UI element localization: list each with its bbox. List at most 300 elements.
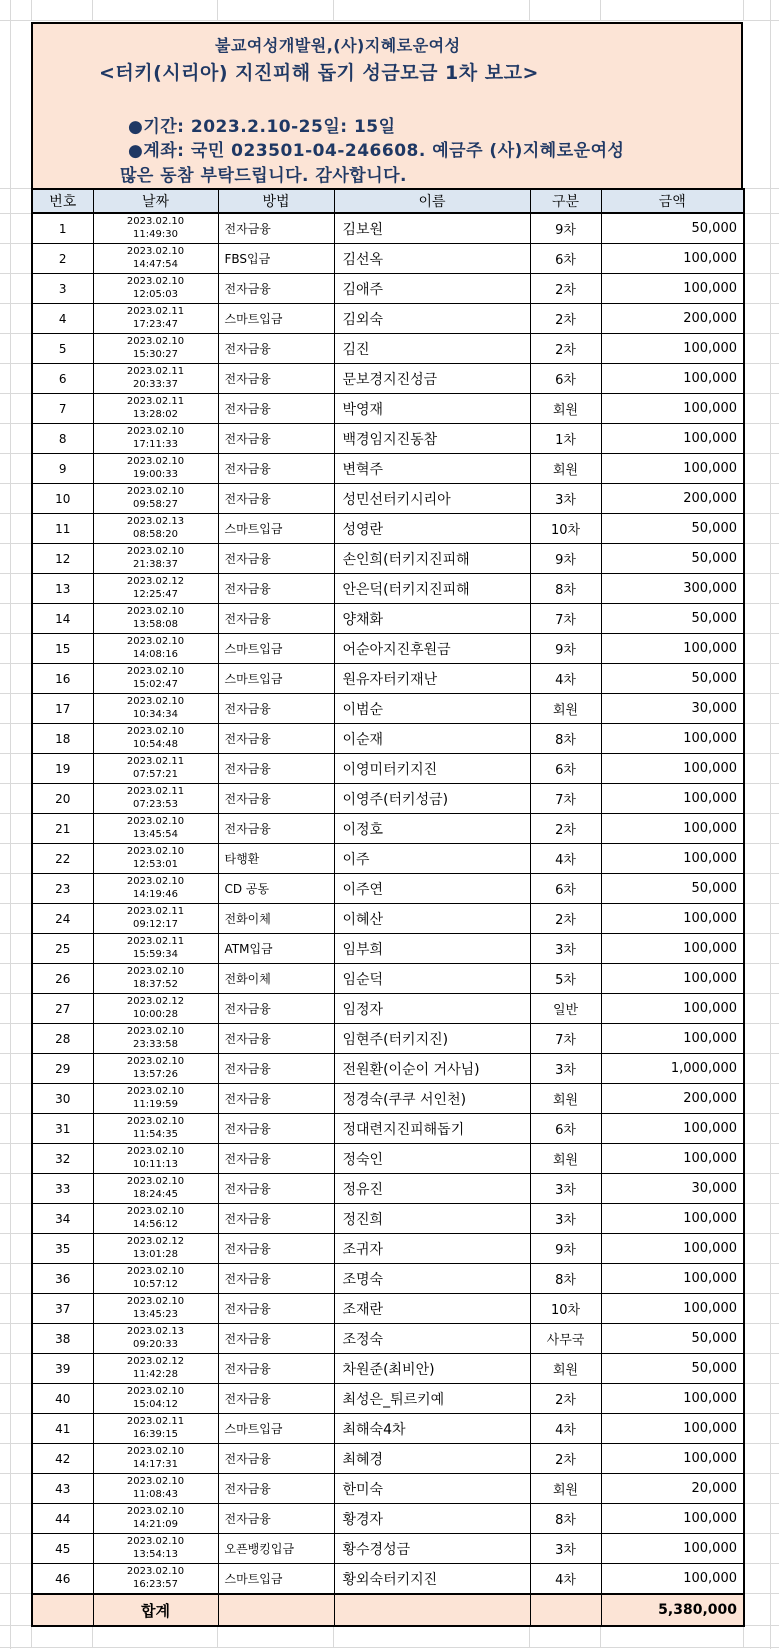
cell-date[interactable] (93, 334, 218, 364)
cell-category[interactable]: 6차 (530, 754, 601, 784)
cell-method[interactable]: 스마트입금 (218, 1414, 334, 1444)
cell-no[interactable]: 33 (32, 1174, 93, 1204)
cell-date[interactable] (93, 814, 218, 844)
cell-amount[interactable]: 100,000 (601, 934, 744, 964)
cell-no[interactable]: 44 (32, 1504, 93, 1534)
cell-date[interactable] (93, 694, 218, 724)
cell-amount[interactable]: 100,000 (601, 424, 744, 454)
cell-date[interactable] (93, 1294, 218, 1324)
cell-name[interactable]: 안은덕(터키지진피해 (334, 574, 530, 604)
total-amount-cell[interactable]: 5,380,000 (601, 1594, 744, 1626)
cell-method[interactable]: CD 공동 (218, 874, 334, 904)
cell-amount[interactable]: 100,000 (601, 1414, 744, 1444)
cell-category[interactable]: 8차 (530, 1504, 601, 1534)
cell-amount[interactable]: 100,000 (601, 1534, 744, 1564)
cell-no[interactable]: 17 (32, 694, 93, 724)
cell-method[interactable]: 전자금융 (218, 1324, 334, 1354)
cell-method[interactable]: 스마트입금 (218, 1564, 334, 1595)
cell-category[interactable]: 3차 (530, 1054, 601, 1084)
cell-date[interactable] (93, 304, 218, 334)
cell-amount[interactable]: 100,000 (601, 1024, 744, 1054)
cell-category[interactable]: 회원 (530, 1354, 601, 1384)
column-header-no[interactable]: 번호 (32, 189, 93, 213)
cell-date[interactable] (93, 604, 218, 634)
cell-amount[interactable]: 50,000 (601, 213, 744, 244)
cell-amount[interactable]: 200,000 (601, 484, 744, 514)
cell-name[interactable]: 황외숙터키지진 (334, 1564, 530, 1595)
gridline (745, 1383, 779, 1384)
cell-method[interactable]: 전자금융 (218, 424, 334, 454)
total-empty-cell[interactable] (530, 1594, 601, 1626)
cell-no[interactable]: 25 (32, 934, 93, 964)
cell-method[interactable]: 전자금융 (218, 1024, 334, 1054)
cell-no[interactable]: 5 (32, 334, 93, 364)
cell-date[interactable] (93, 394, 218, 424)
cell-amount[interactable]: 100,000 (601, 1504, 744, 1534)
cell-no[interactable]: 2 (32, 244, 93, 274)
cell-category[interactable]: 3차 (530, 1174, 601, 1204)
cell-category[interactable]: 2차 (530, 1444, 601, 1474)
cell-name[interactable]: 정경숙(쿠쿠 서인천) (334, 1084, 530, 1114)
cell-name[interactable]: 박영재 (334, 394, 530, 424)
cell-date[interactable] (93, 1174, 218, 1204)
cell-no[interactable]: 22 (32, 844, 93, 874)
cell-category[interactable]: 사무국 (530, 1324, 601, 1354)
cell-name[interactable]: 백경임지진동참 (334, 424, 530, 454)
cell-date[interactable] (93, 213, 218, 244)
cell-amount[interactable]: 100,000 (601, 1234, 744, 1264)
cell-date[interactable] (93, 454, 218, 484)
cell-method[interactable]: 전자금융 (218, 394, 334, 424)
cell-method[interactable]: 전자금융 (218, 1354, 334, 1384)
cell-category[interactable]: 7차 (530, 604, 601, 634)
cell-amount[interactable]: 100,000 (601, 784, 744, 814)
cell-date[interactable] (93, 1024, 218, 1054)
cell-date[interactable] (93, 1054, 218, 1084)
cell-method[interactable]: 전화이체 (218, 964, 334, 994)
cell-date[interactable] (93, 1354, 218, 1384)
cell-no[interactable]: 37 (32, 1294, 93, 1324)
cell-no[interactable]: 15 (32, 634, 93, 664)
table-row (32, 724, 744, 754)
cell-date[interactable] (93, 244, 218, 274)
cell-category[interactable]: 회원 (530, 454, 601, 484)
cell-category[interactable]: 회원 (530, 694, 601, 724)
cell-date[interactable] (93, 544, 218, 574)
cell-method[interactable]: 전자금융 (218, 1264, 334, 1294)
cell-category[interactable]: 1차 (530, 424, 601, 454)
cell-method[interactable]: 전자금융 (218, 784, 334, 814)
cell-no[interactable]: 13 (32, 574, 93, 604)
cell-no[interactable]: 20 (32, 784, 93, 814)
cell-category[interactable]: 10차 (530, 514, 601, 544)
cell-method[interactable]: 전자금융 (218, 604, 334, 634)
cell-date[interactable] (93, 1414, 218, 1444)
cell-date[interactable] (93, 1534, 218, 1564)
cell-date[interactable] (93, 994, 218, 1024)
cell-method[interactable]: 전자금융 (218, 1294, 334, 1324)
cell-category[interactable]: 6차 (530, 874, 601, 904)
gridline (92, 1625, 93, 1647)
cell-method[interactable]: 전자금융 (218, 1114, 334, 1144)
cell-amount[interactable]: 30,000 (601, 694, 744, 724)
cell-no[interactable]: 34 (32, 1204, 93, 1234)
cell-name[interactable]: 황수경성금 (334, 1534, 530, 1564)
cell-date[interactable] (93, 484, 218, 514)
cell-amount[interactable]: 50,000 (601, 874, 744, 904)
cell-method[interactable]: 전자금융 (218, 1174, 334, 1204)
cell-no[interactable]: 45 (32, 1534, 93, 1564)
cell-amount[interactable]: 100,000 (601, 844, 744, 874)
cell-amount[interactable]: 300,000 (601, 574, 744, 604)
cell-name[interactable]: 전원환(이순이 거사님) (334, 1054, 530, 1084)
cell-name[interactable]: 이순재 (334, 724, 530, 754)
cell-method[interactable]: 전자금융 (218, 724, 334, 754)
cell-date[interactable] (93, 964, 218, 994)
cell-category[interactable]: 7차 (530, 784, 601, 814)
cell-name[interactable]: 조명숙 (334, 1264, 530, 1294)
cell-date[interactable] (93, 1384, 218, 1414)
cell-name[interactable]: 이주연 (334, 874, 530, 904)
cell-amount[interactable]: 50,000 (601, 544, 744, 574)
cell-method[interactable]: 전자금융 (218, 1444, 334, 1474)
cell-date[interactable] (93, 514, 218, 544)
cell-method[interactable]: 전자금융 (218, 213, 334, 244)
cell-category[interactable]: 8차 (530, 724, 601, 754)
cell-name[interactable]: 김진 (334, 334, 530, 364)
cell-method[interactable]: 타행환 (218, 844, 334, 874)
cell-category[interactable]: 3차 (530, 1204, 601, 1234)
cell-no[interactable]: 10 (32, 484, 93, 514)
cell-date[interactable] (93, 784, 218, 814)
cell-no[interactable]: 6 (32, 364, 93, 394)
cell-amount[interactable]: 50,000 (601, 604, 744, 634)
cell-method[interactable]: 전자금융 (218, 1504, 334, 1534)
cell-category[interactable]: 회원 (530, 394, 601, 424)
cell-date[interactable] (93, 724, 218, 754)
cell-amount[interactable]: 100,000 (601, 274, 744, 304)
gridline (0, 603, 31, 604)
cell-name[interactable]: 김보원 (334, 213, 530, 244)
cell-category[interactable]: 9차 (530, 634, 601, 664)
cell-date[interactable] (93, 874, 218, 904)
total-empty-cell[interactable] (334, 1594, 530, 1626)
cell-method[interactable]: 전화이체 (218, 904, 334, 934)
cell-category[interactable]: 일반 (530, 994, 601, 1024)
cell-amount[interactable]: 50,000 (601, 514, 744, 544)
cell-category[interactable]: 4차 (530, 844, 601, 874)
cell-amount[interactable]: 50,000 (601, 664, 744, 694)
cell-amount[interactable]: 100,000 (601, 394, 744, 424)
cell-method[interactable]: 스마트입금 (218, 634, 334, 664)
cell-name[interactable]: 정대련지진피해돕기 (334, 1114, 530, 1144)
time-text: 11:49:30 (133, 228, 178, 240)
cell-date[interactable] (93, 1504, 218, 1534)
cell-amount[interactable]: 100,000 (601, 1564, 744, 1595)
cell-date[interactable] (93, 1264, 218, 1294)
cell-date[interactable] (93, 1204, 218, 1234)
cell-category[interactable]: 2차 (530, 1384, 601, 1414)
cell-category[interactable]: 3차 (530, 934, 601, 964)
cell-category[interactable]: 회원 (530, 1474, 601, 1504)
cell-category[interactable]: 회원 (530, 1144, 601, 1174)
cell-category[interactable]: 2차 (530, 274, 601, 304)
cell-amount[interactable]: 50,000 (601, 1354, 744, 1384)
cell-amount[interactable]: 100,000 (601, 1114, 744, 1144)
cell-date[interactable] (93, 844, 218, 874)
cell-no[interactable]: 28 (32, 1024, 93, 1054)
cell-date[interactable] (93, 1324, 218, 1354)
cell-amount[interactable]: 30,000 (601, 1174, 744, 1204)
cell-amount[interactable]: 100,000 (601, 454, 744, 484)
cell-name[interactable]: 양채화 (334, 604, 530, 634)
cell-no[interactable]: 24 (32, 904, 93, 934)
cell-name[interactable]: 문보경지진성금 (334, 364, 530, 394)
cell-name[interactable]: 이영미터키지진 (334, 754, 530, 784)
cell-name[interactable]: 조정숙 (334, 1324, 530, 1354)
cell-no[interactable]: 39 (32, 1354, 93, 1384)
cell-no[interactable]: 40 (32, 1384, 93, 1414)
cell-date[interactable] (93, 904, 218, 934)
cell-name[interactable]: 임부희 (334, 934, 530, 964)
cell-no[interactable]: 21 (32, 814, 93, 844)
cell-amount[interactable]: 200,000 (601, 304, 744, 334)
cell-no[interactable]: 4 (32, 304, 93, 334)
cell-amount[interactable]: 100,000 (601, 1144, 744, 1174)
cell-no[interactable]: 19 (32, 754, 93, 784)
column-header-date[interactable]: 날짜 (93, 189, 218, 213)
cell-category[interactable]: 2차 (530, 334, 601, 364)
cell-date[interactable] (93, 424, 218, 454)
cell-category[interactable]: 5차 (530, 964, 601, 994)
cell-amount[interactable]: 50,000 (601, 1324, 744, 1354)
cell-name[interactable]: 이혜산 (334, 904, 530, 934)
cell-name[interactable]: 임정자 (334, 994, 530, 1024)
cell-category[interactable]: 4차 (530, 1414, 601, 1444)
cell-name[interactable]: 이영주(터키성금) (334, 784, 530, 814)
cell-category[interactable]: 3차 (530, 484, 601, 514)
cell-method[interactable]: 스마트입금 (218, 304, 334, 334)
cell-amount[interactable]: 100,000 (601, 724, 744, 754)
total-label-cell[interactable]: 합계 (93, 1594, 218, 1626)
cell-amount[interactable]: 200,000 (601, 1084, 744, 1114)
cell-date[interactable] (93, 1234, 218, 1264)
cell-method[interactable]: 전자금융 (218, 1384, 334, 1414)
cell-name[interactable]: 김선옥 (334, 244, 530, 274)
cell-amount[interactable]: 100,000 (601, 964, 744, 994)
cell-no[interactable]: 3 (32, 274, 93, 304)
cell-no[interactable]: 27 (32, 994, 93, 1024)
cell-date[interactable] (93, 754, 218, 784)
cell-no[interactable]: 9 (32, 454, 93, 484)
cell-name[interactable]: 한미숙 (334, 1474, 530, 1504)
column-header-amount[interactable]: 금액 (601, 189, 744, 213)
cell-category[interactable]: 4차 (530, 664, 601, 694)
cell-date[interactable] (93, 1114, 218, 1144)
cell-no[interactable]: 46 (32, 1564, 93, 1595)
total-empty-cell[interactable] (32, 1594, 93, 1626)
cell-no[interactable]: 12 (32, 544, 93, 574)
cell-name[interactable]: 원유자터키재난 (334, 664, 530, 694)
cell-category[interactable]: 2차 (530, 814, 601, 844)
cell-date[interactable] (93, 1564, 218, 1595)
cell-name[interactable]: 어순아지진후원금 (334, 634, 530, 664)
cell-date[interactable] (93, 1444, 218, 1474)
cell-method[interactable]: 전자금융 (218, 1084, 334, 1114)
cell-name[interactable]: 최성은_튀르키예 (334, 1384, 530, 1414)
cell-amount[interactable]: 100,000 (601, 1264, 744, 1294)
column-header-category[interactable]: 구분 (530, 189, 601, 213)
cell-method[interactable]: 전자금융 (218, 334, 334, 364)
cell-amount[interactable]: 20,000 (601, 1474, 744, 1504)
cell-name[interactable]: 이범순 (334, 694, 530, 724)
cell-date[interactable] (93, 634, 218, 664)
time-text: 10:00:28 (133, 1008, 178, 1020)
cell-name[interactable]: 성민선터키시리아 (334, 484, 530, 514)
date-text: 2023.02.10 (126, 1536, 185, 1547)
cell-no[interactable]: 14 (32, 604, 93, 634)
cell-date[interactable] (93, 664, 218, 694)
cell-name[interactable]: 임현주(터키지진) (334, 1024, 530, 1054)
cell-date[interactable] (93, 934, 218, 964)
cell-method[interactable]: 오픈뱅킹입금 (218, 1534, 334, 1564)
cell-no[interactable]: 36 (32, 1264, 93, 1294)
cell-no[interactable]: 31 (32, 1114, 93, 1144)
gridline (0, 843, 31, 844)
cell-amount[interactable]: 100,000 (601, 1384, 744, 1414)
column-header-method[interactable]: 방법 (218, 189, 334, 213)
cell-no[interactable]: 1 (32, 213, 93, 244)
cell-method[interactable]: 전자금융 (218, 814, 334, 844)
cell-category[interactable]: 8차 (530, 574, 601, 604)
cell-name[interactable]: 손인희(터키지진피해 (334, 544, 530, 574)
cell-amount[interactable]: 100,000 (601, 244, 744, 274)
cell-category[interactable]: 3차 (530, 1534, 601, 1564)
cell-category[interactable]: 8차 (530, 1264, 601, 1294)
date-text: 2023.02.10 (126, 1266, 185, 1277)
total-empty-cell[interactable] (218, 1594, 334, 1626)
cell-amount[interactable]: 100,000 (601, 334, 744, 364)
cell-date[interactable] (93, 1084, 218, 1114)
cell-method[interactable]: 전자금융 (218, 1234, 334, 1264)
cell-amount[interactable]: 100,000 (601, 904, 744, 934)
cell-no[interactable]: 23 (32, 874, 93, 904)
cell-name[interactable]: 황경자 (334, 1504, 530, 1534)
cell-name[interactable]: 정숙인 (334, 1144, 530, 1174)
cell-no[interactable]: 29 (32, 1054, 93, 1084)
cell-no[interactable]: 35 (32, 1234, 93, 1264)
cell-name[interactable]: 차원준(최비안) (334, 1354, 530, 1384)
cell-no[interactable]: 43 (32, 1474, 93, 1504)
cell-name[interactable]: 정유진 (334, 1174, 530, 1204)
cell-date[interactable] (93, 274, 218, 304)
cell-no[interactable]: 8 (32, 424, 93, 454)
cell-method[interactable]: 스마트입금 (218, 664, 334, 694)
cell-name[interactable]: 조재란 (334, 1294, 530, 1324)
cell-method[interactable]: 전자금융 (218, 1204, 334, 1234)
cell-category[interactable]: 6차 (530, 364, 601, 394)
cell-amount[interactable]: 100,000 (601, 994, 744, 1024)
cell-name[interactable]: 최해숙4차 (334, 1414, 530, 1444)
cell-no[interactable]: 38 (32, 1324, 93, 1354)
cell-method[interactable]: 전자금융 (218, 754, 334, 784)
cell-date[interactable] (93, 1144, 218, 1174)
cell-no[interactable]: 32 (32, 1144, 93, 1174)
cell-method[interactable]: 전자금융 (218, 1474, 334, 1504)
cell-category[interactable]: 회원 (530, 1084, 601, 1114)
cell-no[interactable]: 16 (32, 664, 93, 694)
cell-method[interactable]: 전자금융 (218, 454, 334, 484)
cell-category[interactable]: 4차 (530, 1564, 601, 1595)
cell-name[interactable]: 이정호 (334, 814, 530, 844)
cell-method[interactable]: 스마트입금 (218, 514, 334, 544)
column-header-name[interactable]: 이름 (334, 189, 530, 213)
cell-name[interactable]: 성영란 (334, 514, 530, 544)
cell-category[interactable]: 7차 (530, 1024, 601, 1054)
cell-method[interactable]: 전자금융 (218, 1054, 334, 1084)
cell-method[interactable]: 전자금융 (218, 544, 334, 574)
cell-name[interactable]: 조귀자 (334, 1234, 530, 1264)
cell-category[interactable]: 2차 (530, 304, 601, 334)
cell-method[interactable]: 전자금융 (218, 574, 334, 604)
cell-method[interactable]: 전자금융 (218, 994, 334, 1024)
cell-amount[interactable]: 100,000 (601, 634, 744, 664)
cell-method[interactable]: 전자금융 (218, 1144, 334, 1174)
cell-name[interactable]: 정진희 (334, 1204, 530, 1234)
cell-name[interactable]: 김외숙 (334, 304, 530, 334)
cell-no[interactable]: 18 (32, 724, 93, 754)
cell-date[interactable] (93, 1474, 218, 1504)
cell-category[interactable]: 9차 (530, 544, 601, 574)
cell-no[interactable]: 42 (32, 1444, 93, 1474)
cell-amount[interactable]: 100,000 (601, 1444, 744, 1474)
cell-amount[interactable]: 100,000 (601, 364, 744, 394)
cell-name[interactable]: 최혜경 (334, 1444, 530, 1474)
gridline (0, 1647, 779, 1648)
cell-no[interactable]: 30 (32, 1084, 93, 1114)
cell-name[interactable]: 변혁주 (334, 454, 530, 484)
cell-method[interactable]: 전자금융 (218, 364, 334, 394)
cell-method[interactable]: FBS입금 (218, 244, 334, 274)
cell-amount[interactable]: 1,000,000 (601, 1054, 744, 1084)
cell-method[interactable]: 전자금융 (218, 484, 334, 514)
cell-name[interactable]: 김애주 (334, 274, 530, 304)
cell-category[interactable]: 10차 (530, 1294, 601, 1324)
cell-name[interactable]: 임순덕 (334, 964, 530, 994)
cell-amount[interactable]: 100,000 (601, 1204, 744, 1234)
cell-method[interactable]: ATM입금 (218, 934, 334, 964)
cell-amount[interactable]: 100,000 (601, 814, 744, 844)
cell-method[interactable]: 전자금융 (218, 274, 334, 304)
cell-date[interactable] (93, 364, 218, 394)
cell-amount[interactable]: 100,000 (601, 754, 744, 784)
cell-category[interactable]: 9차 (530, 213, 601, 244)
gridline (745, 633, 779, 634)
cell-no[interactable]: 11 (32, 514, 93, 544)
cell-category[interactable]: 6차 (530, 1114, 601, 1144)
cell-category[interactable]: 2차 (530, 904, 601, 934)
cell-no[interactable]: 41 (32, 1414, 93, 1444)
cell-category[interactable]: 9차 (530, 1234, 601, 1264)
cell-no[interactable]: 7 (32, 394, 93, 424)
cell-category[interactable]: 6차 (530, 244, 601, 274)
cell-no[interactable]: 26 (32, 964, 93, 994)
cell-amount[interactable]: 100,000 (601, 1294, 744, 1324)
cell-name[interactable]: 이주 (334, 844, 530, 874)
cell-method[interactable]: 전자금융 (218, 694, 334, 724)
cell-date[interactable] (93, 574, 218, 604)
table-row (32, 874, 744, 904)
